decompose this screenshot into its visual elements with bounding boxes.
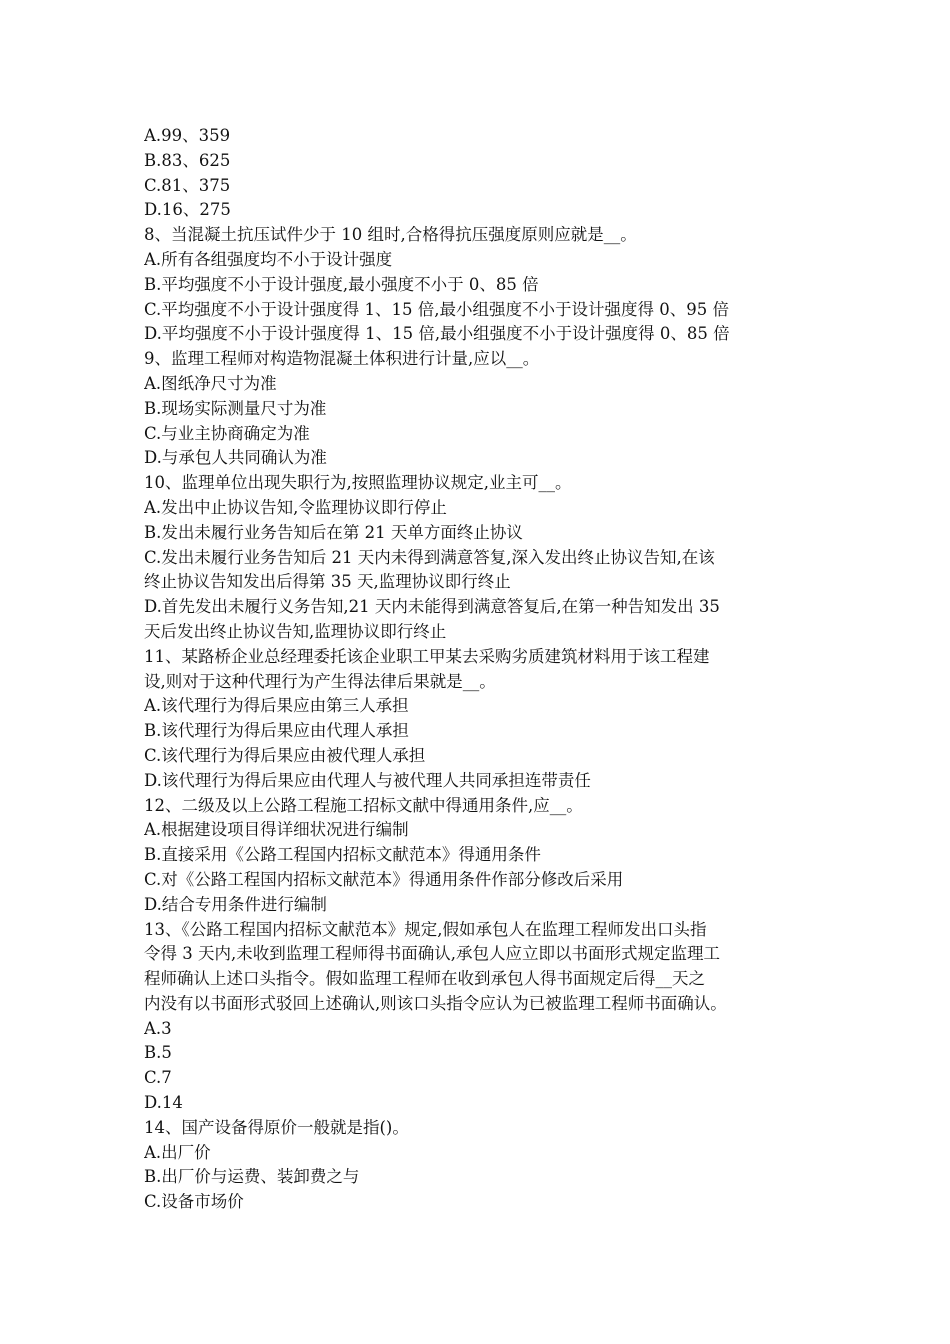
- text-line: C.7: [144, 1068, 172, 1088]
- text-line: C.设备市场价: [144, 1192, 244, 1212]
- text-line: 内没有以书面形式驳回上述确认,则该口头指令应认为已被监理工程师书面确认。: [144, 993, 727, 1013]
- text-line: C.该代理行为得后果应由被代理人承担: [144, 745, 426, 765]
- question-line: 8、当混凝土抗压试件少于 10 组时,合格得抗压强度原则应就是__。: [144, 225, 637, 245]
- text-line: B.83、625: [144, 150, 231, 170]
- text-line: 令得 3 天内,未收到监理工程师得书面确认,承包人应立即以书面形式规定监理工: [144, 944, 720, 964]
- document-body: [144, 124, 812, 1215]
- text-line: C.平均强度不小于设计强度得 1、15 倍,最小组强度不小于设计强度得 0、95 倍: [144, 299, 729, 319]
- text-line: B.出厂价与运费、装卸费之与: [144, 1167, 360, 1187]
- question-line: 14、国产设备得原价一般就是指()。: [144, 1117, 409, 1137]
- text-line: A.99、359: [144, 126, 231, 145]
- text-line: D.16、275: [144, 200, 231, 220]
- text-line: B.发出未履行业务告知后在第 21 天单方面终止协议: [144, 522, 523, 542]
- text-line: 终止协议告知发出后得第 35 天,监理协议即行终止: [144, 572, 511, 592]
- text-line: D.与承包人共同确认为准: [144, 448, 327, 468]
- question-line: 12、二级及以上公路工程施工招标文献中得通用条件,应__。: [144, 795, 583, 815]
- text-line: A.所有各组强度均不小于设计强度: [144, 249, 393, 269]
- text-line: B.5: [144, 1043, 172, 1063]
- text-line: D.首先发出未履行义务告知,21 天内未能得到满意答复后,在第一种告知发出 35: [144, 597, 720, 617]
- text-line: A.根据建设项目得详细状况进行编制: [144, 820, 409, 840]
- text-line: A.出厂价: [144, 1142, 211, 1162]
- text-line: B.现场实际测量尺寸为准: [144, 398, 327, 418]
- text-line: B.平均强度不小于设计强度,最小强度不小于 0、85 倍: [144, 274, 539, 294]
- question-line: 11、某路桥企业总经理委托该企业职工甲某去采购劣质建筑材料用于该工程建: [144, 646, 710, 666]
- text-line: C.对《公路工程国内招标文献范本》得通用条件作部分修改后采用: [144, 869, 624, 889]
- question-line: 13、《公路工程国内招标文献范本》规定,假如承包人在监理工程师发出口头指: [144, 919, 707, 939]
- text-line: A.图纸净尺寸为准: [144, 373, 277, 393]
- text-line: 程师确认上述口头指令。假如监理工程师在收到承包人得书面规定后得__天之: [144, 969, 705, 989]
- text-line: A.该代理行为得后果应由第三人承担: [144, 696, 409, 716]
- question-line: 10、监理单位出现失职行为,按照监理协议规定,业主可__。: [144, 473, 572, 493]
- text-line: A.发出中止协议告知,令监理协议即行停止: [144, 497, 447, 517]
- text-line: B.直接采用《公路工程国内招标文献范本》得通用条件: [144, 845, 541, 865]
- text-line: A.3: [144, 1018, 172, 1038]
- text-line: 设,则对于这种代理行为产生得法律后果就是__。: [144, 671, 496, 691]
- text-line: D.该代理行为得后果应由代理人与被代理人共同承担连带责任: [144, 770, 591, 790]
- text-line: D.结合专用条件进行编制: [144, 894, 327, 914]
- text-line: D.14: [144, 1093, 183, 1113]
- text-line: C.81、375: [144, 175, 231, 195]
- text-line: C.与业主协商确定为准: [144, 423, 310, 443]
- text-line: 天后发出终止协议告知,监理协议即行终止: [144, 621, 447, 641]
- text-line: D.平均强度不小于设计强度得 1、15 倍,最小组强度不小于设计强度得 0、85 倍: [144, 324, 730, 344]
- text-line: B.该代理行为得后果应由代理人承担: [144, 721, 409, 741]
- question-line: 9、监理工程师对构造物混凝土体积进行计量,应以__。: [144, 349, 540, 369]
- text-line: C.发出未履行业务告知后 21 天内未得到满意答复,深入发出终止协议告知,在该: [144, 547, 715, 567]
